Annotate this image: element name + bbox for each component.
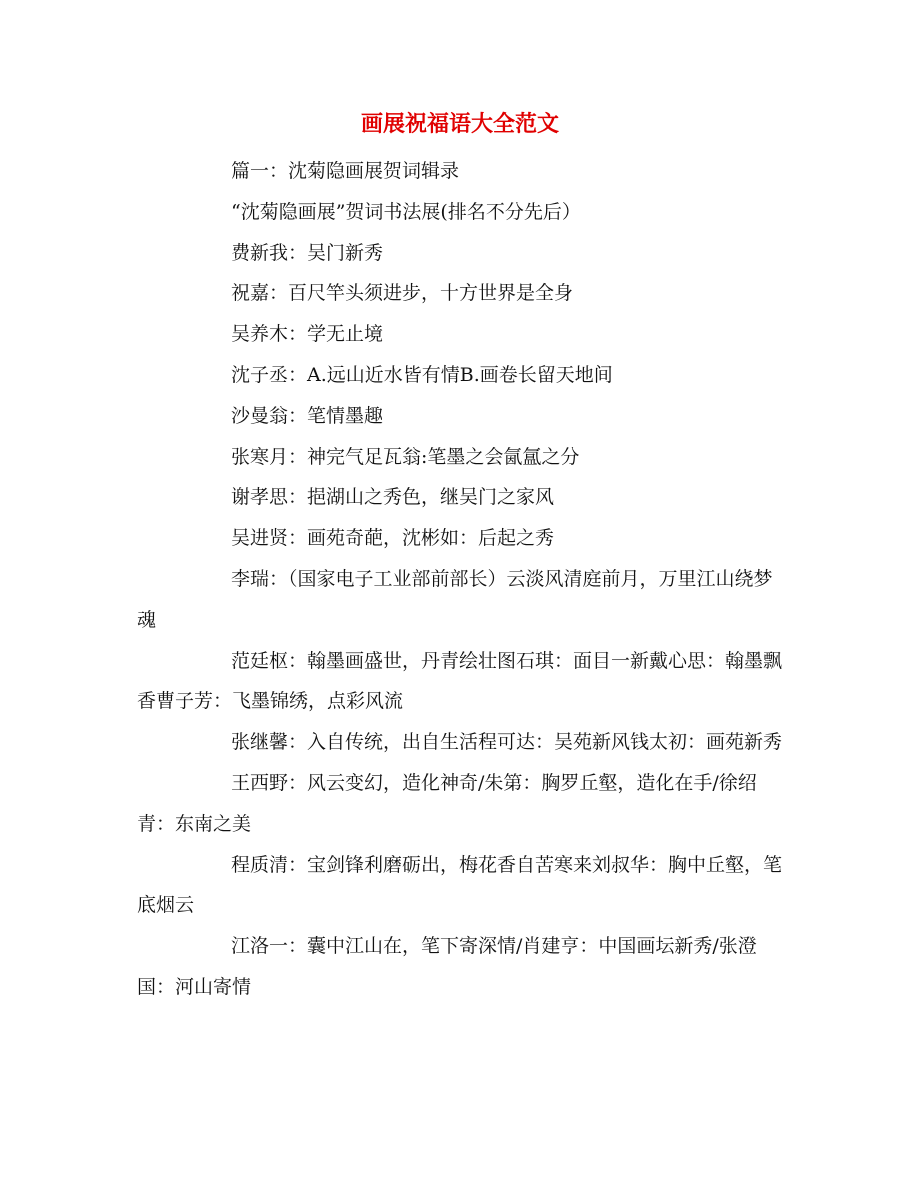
paragraph: 江洛一：囊中江山在，笔下寄深情/肖建亨：中国画坛新秀/张澄国：河山寄情: [137, 935, 757, 998]
document-title: 画展祝福语大全范文: [360, 111, 559, 137]
paragraph: 篇一：沈菊隐画展贺词辑录: [231, 160, 460, 182]
paragraph: 程质清：宝剑锋利磨砺出，梅花香自苦寒来刘叔华：胸中丘壑，笔底烟云: [137, 853, 783, 917]
paragraph: 吴养木：学无止境: [231, 323, 384, 346]
paragraph: 祝嘉：百尺竿头须进步，十方世界是全身: [231, 282, 574, 305]
paragraph: “沈菊隐画展”贺词书法展(排名不分先后）: [231, 200, 581, 223]
paragraph: 张寒月：神完气足瓦翁:笔墨之会氤氲之分: [231, 445, 580, 468]
paragraph: 费新我：吴门新秀: [231, 241, 384, 264]
paragraph: 李瑞：（国家电子工业部前部长）云淡风清庭前月，万里江山绕梦魂: [137, 567, 773, 631]
paragraph: 谢孝思：挹湖山之秀色，继吴门之家风: [231, 486, 555, 509]
paragraph: 沈子丞：A.远山近水皆有情B.画卷长留天地间: [231, 363, 613, 386]
paragraph: 沙曼翁：笔情墨趣: [231, 404, 384, 427]
paragraph: 范廷枢：翰墨画盛世，丹青绘壮图石琪：面目一新戴心思：翰墨飘香曹子芳：飞墨锦绣，点彩风流: [137, 649, 783, 713]
paragraph: 王西野：风云变幻，造化神奇/朱第：胸罗丘壑，造化在手/徐绍青：东南之美: [137, 771, 757, 835]
paragraph: 张继馨：入自传统，出自生活程可达：吴苑新风钱太初：画苑新秀: [231, 731, 783, 754]
paragraph: 吴进贤：画苑奇葩，沈彬如：后起之秀: [231, 527, 555, 550]
document-body: [137, 151, 785, 1008]
